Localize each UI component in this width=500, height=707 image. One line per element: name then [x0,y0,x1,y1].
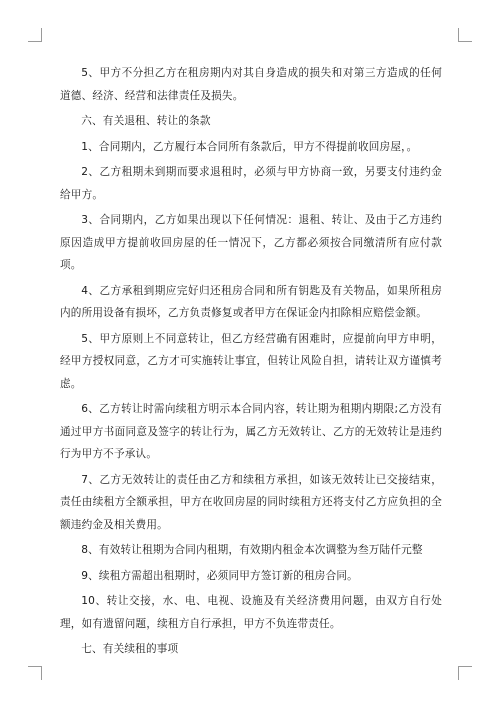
clause-5-no-liability: 5、甲方不分担乙方在租房期内对其自身造成的损失和对第三方造成的任何道德、经济、经营和法律责任及损失。 [60,67,442,102]
clause-2: 2、乙方租期未到期而要求退租时，必须与甲方协商一致，另要支付违约金给甲方。 [60,166,442,201]
crop-mark-bottom-right-v [458,666,459,680]
clause-3: 3、合同期内，乙方如果出现以下任何情况：退租、转让、及由于乙方违约原因造成甲方提前收回房屋的任一情况下，乙方都必须按合同缴清所有应付款项。 [60,214,442,271]
section-heading-termination-transfer: 六、有关退租、转让的条款 [81,115,211,127]
clause-7: 7、乙方无效转让的责任由乙方和续租方承担，如该无效转让已交接结束，责任由续租方全额承担，甲方在收回房屋的同时续租方还将支付乙方应负担的全额违约金及相关费用。 [60,473,442,531]
clause-1: 1、合同期内，乙方履行本合同所有条款后，甲方不得提前收回房屋，。 [81,140,418,153]
document-body [60,62,442,664]
crop-mark-bottom-left-h [28,666,42,667]
clause-9: 9、续租方需超出租期时，必须同甲方签订新的租房合同。 [81,569,358,582]
crop-mark-bottom-left-v [41,666,42,680]
clause-5: 5、甲方原则上不同意转让，但乙方经营确有困难时，应提前向甲方申明，经甲方授权同意，乙方才可实施转让事宜，但转让风险自担，请转让双方谨慎考虑。 [60,332,442,390]
crop-mark-top-right-h [458,41,472,42]
section-heading-renewal: 七、有关续租的事项 [81,643,179,655]
crop-mark-top-left-h [28,41,42,42]
clause-8: 8、有效转让租期为合同内租期，有效期内租金本次调整为叁万陆仟元整 [81,544,423,556]
crop-mark-top-right-v [458,28,459,42]
crop-mark-bottom-right-h [458,666,472,667]
clause-6: 6、乙方转让时需向续租方明示本合同内容，转让期为租期内期限;乙方没有通过甲方书面同意及签字的转让行为，属乙方无效转让、乙方的无效转让是违约行为甲方不予承认。 [60,403,442,460]
clause-10: 10、转让交接，水、电、电视、设施及有关经济费用问题，由双方自行处理，如有遗留问题，续租方自行承担，甲方不负连带责任。 [60,595,442,630]
clause-4: 4、乙方承租到期应完好归还租房合同和所有钥匙及有关物品，如果所租房内的所用设备有损坏，乙方负责修复或者甲方在保证金内扣除相应赔偿金额。 [60,284,442,319]
crop-mark-top-left-v [41,28,42,42]
